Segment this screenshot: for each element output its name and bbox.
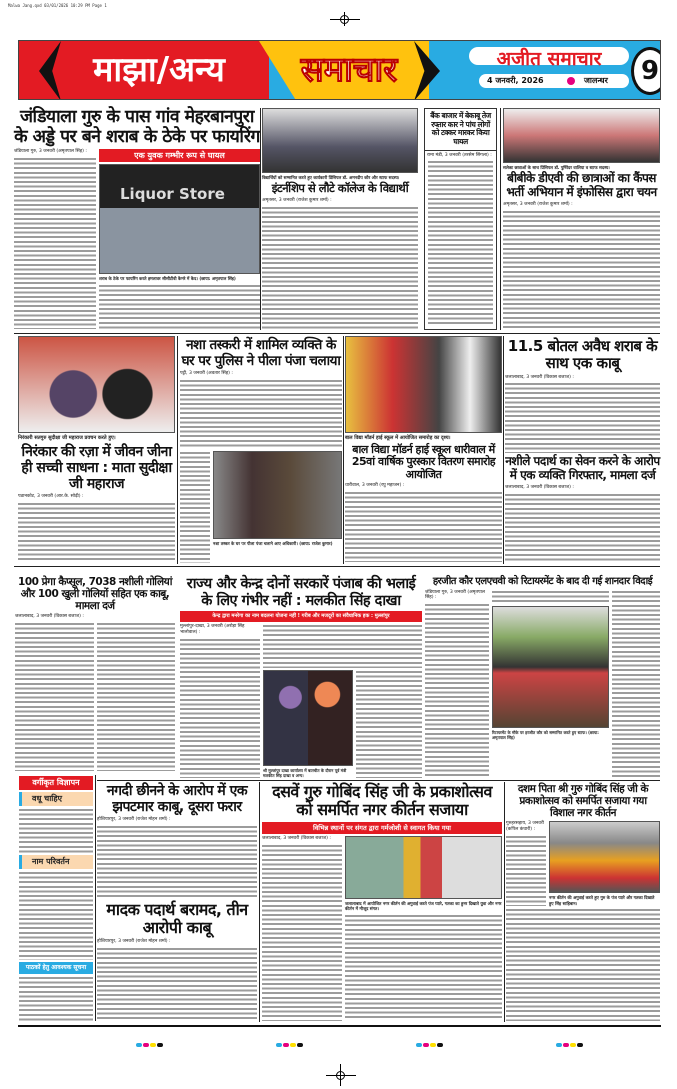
headline-nirankari: निरंकार की रज़ा में जीवन जीना ही सच्ची साधना : माता सुदीक्षा जी महाराज (21, 443, 172, 492)
dateline: गुरुहरसहाय, 3 जनवरी (कपिल कंधारी) : (506, 821, 546, 833)
issue-city: जालन्धर (584, 76, 608, 85)
headline-retirement: हरजीत कौर एलएचवी को रिटायरमेंट के बाद दी गई शानदार विदाई (432, 576, 653, 587)
caption-firing: शराब के ठेके पर फायरिंग करते हमलावर सीसीटीवी कैमरे में कैद। (छाया: अमृतपाल सिंह) (99, 276, 236, 282)
boxed-story-car (424, 108, 497, 330)
photo-police (213, 451, 342, 539)
dateline: जलालाबाद, 3 जनवरी (विकास बजाज) : (505, 375, 660, 381)
dateline: पठानकोट, 3 जनवरी (आर.के. सोढ़ी) : (18, 494, 175, 500)
headline-capsules: 100 प्रेगा कैप्सूल, 7038 नशीली गोलियां और 100 खुली गोलियों सहित एक काबू, मामला दर्ज (18, 576, 172, 613)
caption-police: नशा तस्कर के घर पर पीला पंजा चलाने आए अधिकारी। (छाया: राजेश कुमार) (213, 541, 333, 546)
issue-date: 4 जनवरी, 2026 (487, 76, 544, 85)
headline-liquor-bottles: 11.5 बोतल अवैध शराब के साथ एक काबू (507, 337, 658, 373)
caption-retirement: रिटायरमेंट के मौके पर हरजीत कौर को सम्मानित करते हुए स्टाफ। (छाया: अमृतपाल सिंह) (492, 729, 599, 740)
crop-mark (330, 12, 360, 26)
color-registration-marks (80, 1032, 640, 1051)
photo-vishal-kirtan (549, 821, 660, 893)
headline-snatcher: नगदी छीनने के आरोप में एक झपटमार काबू, दूसरा फरार (106, 783, 248, 816)
dateline: जंडियाला गुरु, 3 जनवरी (अमृतपाल सिंह) : (425, 590, 489, 602)
photo-nirankari (18, 336, 175, 433)
section-name: माझा/अन्य (93, 50, 225, 90)
dateline: जंडियाला गुरु, 3 जनवरी (अमृतपाल सिंह) : (14, 149, 96, 155)
section-banner (18, 40, 661, 100)
dateline: जलालाबाद, 3 जनवरी (विकास बजाज) : (505, 485, 660, 491)
headline-firing: जंडियाला गुरु के पास गांव मेहरबानपुरा के अड्डे पर बने शराब के ठेके पर फायरिंग (14, 107, 260, 148)
store-sign: Liquor Store (120, 185, 225, 204)
headline-vishal-kirtan: दशम पिता श्री गुरु गोबिंद सिंह जी के प्रकाशोत्सव को समर्पित सजाया गया विशाल नगर कीर्तन (517, 783, 649, 820)
notice-readers: पाठकों हेतु आवश्यक सूचना (19, 962, 93, 974)
caption-vishal-kirtan: नगर कीर्तन की अगुवाई करते हुए गुरु के पंज प्यारे और गतका दिखाते हुए सिंह साहिबान। (549, 895, 655, 906)
section-title: समाचार (300, 50, 398, 90)
paper-name: अजीत समाचार (496, 48, 602, 70)
caption-dav: सलेक्ट छात्राओं के साथ प्रिंसिपल डॉ. पुष्पिंदर वालिया व स्टाफ सदस्य। (503, 165, 610, 170)
photo-dakha (263, 670, 353, 766)
headline-internship: इंटर्नशिप से लौटे कॉलेज के विद्यार्थी (271, 181, 409, 196)
caption-dakha: श्री मुल्लांपुर दाखा कार्यालय में बातचीत के दौरान पूर्व मंत्री मलकीत सिंह दाखा व अन्य। (263, 767, 347, 778)
file-slug: Malwa Jang.qxd 03/01/2026 10:29 PM Page 1 (8, 3, 107, 8)
subhead-welcome: विभिन्न स्थानों पर संगत द्वारा गर्मजोशी से स्वागत किया गया (262, 822, 502, 834)
dateline: अमृतसर, 3 जनवरी (राजेश कुमार शर्मा) : (503, 202, 660, 208)
photo-students (262, 108, 418, 173)
ad-name-change: नाम परिवर्तन (19, 855, 93, 869)
headline-school-function: बाल विद्या मॉडर्न हाई स्कूल धारीवाल में 25वां वार्षिक पुरस्कार वितरण समारोह आयोजित (351, 442, 496, 481)
dateline: अमृतसर, 3 जनवरी (राजेश कुमार शर्मा) : (262, 198, 418, 204)
dateline: होशियारपुर, 3 जनवरी (राजेश मोहन शर्मा) : (97, 817, 257, 823)
photo-school (345, 336, 502, 433)
dateline: रामा मंडी, 3 जनवरी (तरसेम सिंगला) : (425, 151, 496, 161)
photo-retirement (492, 606, 609, 728)
dateline: जलालाबाद, 3 जनवरी (विकास बजाज) : (262, 836, 342, 842)
caption-kirtan: जलालाबाद में आयोजित नगर कीर्तन की अगुवाई करते पंज प्यारे, गतका का हुनर दिखाते युवा और नगर कीर्तन में मौजूद संगत। (345, 900, 502, 912)
classifieds-title: वर्गीकृत विज्ञापन (19, 776, 93, 790)
headline-car-accident: बैंक बाजार में बेकाबू तेज रफ्तार कार ने पांच लोगों को टक्कर मारकर किया घायल (425, 109, 496, 151)
dateline: मुल्लांपुर-दाखा, 3 जनवरी (अरोड़ा सिंह भालोवाल) : (180, 624, 260, 636)
photo-liquor-store (99, 164, 260, 274)
photo-dav-students (503, 108, 660, 163)
subhead-injured: एक युवक गम्भीर रूप से घायल (99, 149, 260, 162)
dateline: धारीवाल, 3 जनवरी (रघु महाजन) : (345, 483, 502, 489)
headline-nagar-kirtan: दसवें गुरु गोबिंद सिंह जी के प्रकाशोत्सव को समर्पित नगर कीर्तन सजाया (272, 782, 492, 820)
caption-school: बाल विद्या मॉडर्न हाई स्कूल में आयोजित समारोह का दृश्य। (345, 435, 451, 441)
dateline: पट्टी, 3 जनवरी (अवतार सिंह) : (180, 371, 342, 377)
photo-kirtan (345, 836, 502, 899)
headline-drugs-recovered: मादक पदार्थ बरामद, तीन आरोपी काबू (106, 899, 248, 938)
crop-mark (326, 1064, 356, 1086)
dateline: जलालाबाद, 3 जनवरी (विकास बजाज) : (15, 614, 175, 620)
caption-students: विद्यार्थियों को सम्मानित करते हुए कार्यकारी प्रिंसिपल डॉ. अमनदीप कौर और स्टाफ सदस्य। (262, 175, 400, 180)
page-number: 9 (631, 47, 661, 95)
headline-drug-house: नशा तस्करी में शामिल व्यक्ति के घर पर पुलिस ने पीला पंजा चलाया (181, 337, 341, 369)
headline-dav-infosys: बीबीके डीएवी की छात्राओं का कैंपस भर्ती अभियान में इंफोसिस द्वारा चयन (506, 171, 657, 200)
headline-drug-arrest: नशीले पदार्थ का सेवन करने के आरोप में एक व्यक्ति गिरफ्तार, मामला दर्ज (505, 453, 660, 482)
headline-dakha: राज्य और केन्द्र दोनों सरकारें पंजाब की भलाई के लिए गंभीर नहीं : मलकीत सिंह दाखा (186, 576, 416, 609)
ad-bride-wanted: वधू चाहिए (19, 792, 93, 806)
dateline: होशियारपुर, 3 जनवरी (राजेश मोहन शर्मा) : (97, 939, 257, 945)
caption-nirankari: निरंकारी सतगुरु सुदीक्षा जी महाराज प्रवचन करते हुए। (18, 435, 116, 441)
subhead-mgnrega: केन्द्र द्वारा मनरेगा का नाम बदलना योजना नहीं ! गरीब और मजदूरों का संवैधानिक हक : मुल्लांपुर (180, 611, 422, 622)
